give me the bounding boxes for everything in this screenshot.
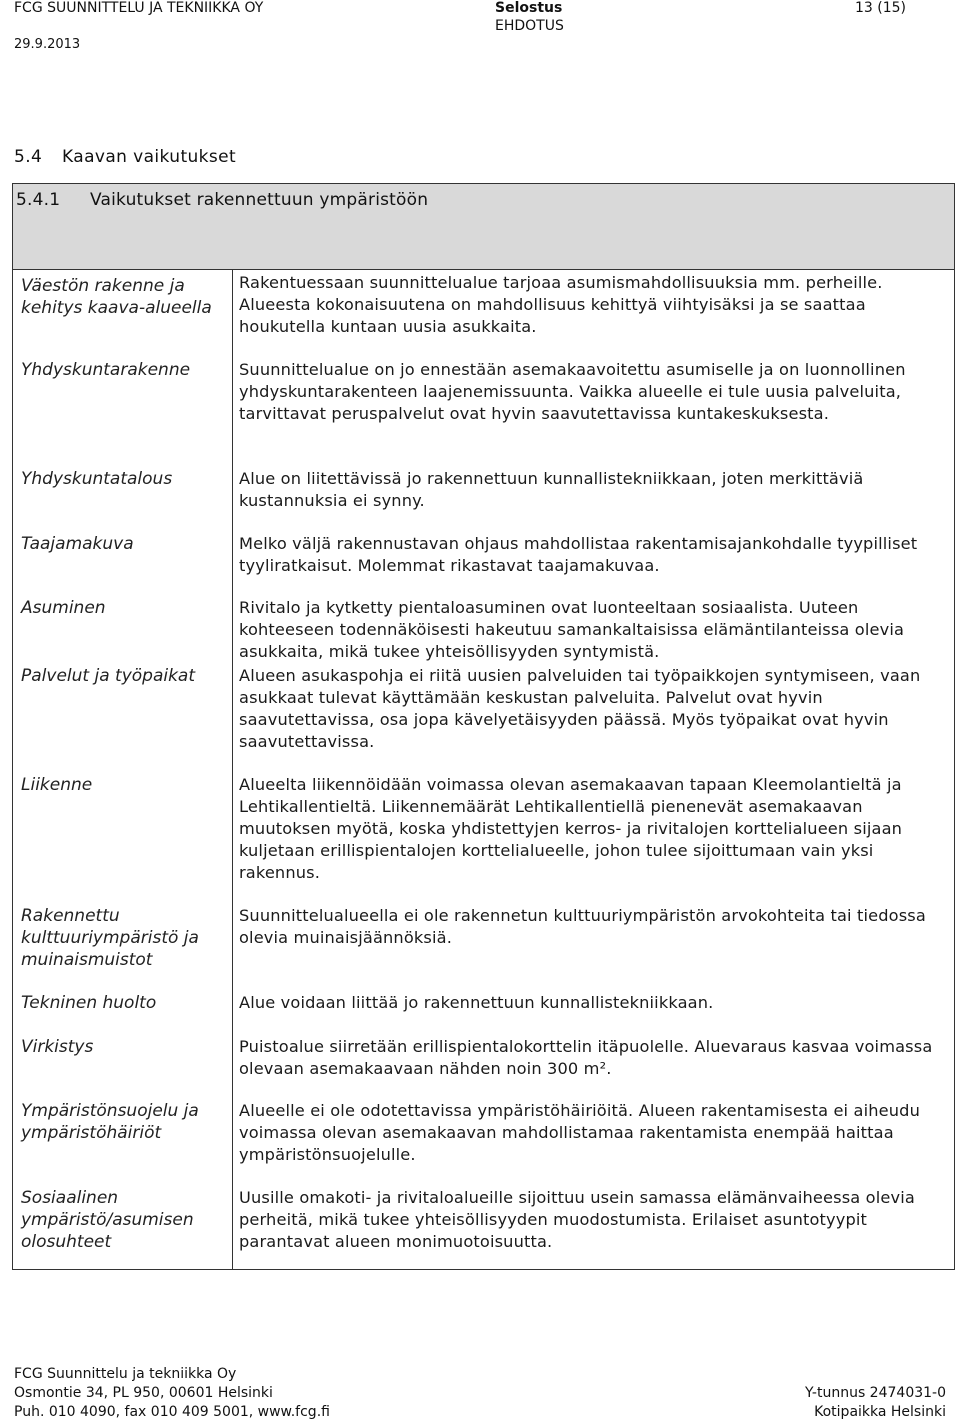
row-label: Ympäristönsuojelu ja ympäristöhäiriöt xyxy=(21,1101,199,1143)
table-header xyxy=(13,184,954,270)
row-label: Tekninen huolto xyxy=(21,993,157,1013)
footer-business-id: Y-tunnus 2474031-0 xyxy=(805,1385,946,1401)
header-page-number: 13 (15) xyxy=(855,0,907,16)
footer-domicile: Kotipaikka Helsinki xyxy=(814,1404,946,1420)
row-text: Alue voidaan liittää jo rakennettuun kunnallistekniikkaan. xyxy=(239,993,714,1012)
subsection-number: 5.4.1 xyxy=(16,190,61,210)
header-date: 29.9.2013 xyxy=(14,37,81,52)
row-label: Virkistys xyxy=(21,1037,94,1057)
subsection-title: Vaikutukset rakennettuun ympäristöön xyxy=(90,190,429,210)
footer-company: FCG Suunnittelu ja tekniikka Oy xyxy=(14,1366,237,1382)
header-status: EHDOTUS xyxy=(495,18,564,34)
row-text: Alueelle ei ole odotettavissa ympäristöhäiriöitä. Alueen rakentamisesta ei aiheudu voimassa olevan asemakaavan mahdollistamaa rakentamista enempää haittaa ympäristönsuojelulle. xyxy=(239,1101,920,1164)
subsection-heading xyxy=(16,190,428,210)
row-label: Yhdyskuntarakenne xyxy=(21,360,191,380)
row-text: Alue on liitettävissä jo rakennettuun kunnallistekniikkaan, joten merkittäviä kustannuksia ei synny. xyxy=(239,469,864,510)
row-text: Suunnittelualue on jo ennestään asemakaavoitettu asumiselle ja on luonnollinen yhdyskuntarakenteen laajenemissuunta. Vaikka alueelle ei tule uusia palveluita, tarvittavat peruspalvelut ovat hyvin saavutettavissa kuntakeskuksesta. xyxy=(239,360,906,423)
section-title: Kaavan vaikutukset xyxy=(62,147,237,167)
impacts-table xyxy=(12,183,955,1270)
footer-phone: Puh. 010 4090, fax 010 409 5001, www.fcg.fi xyxy=(14,1404,330,1420)
row-text: Melko väljä rakennustavan ohjaus mahdollistaa rakentamisajankohdalle tyypilliset tyyliratkaisut. Molemmat rikastavat taajamakuvaa. xyxy=(239,534,918,575)
header-company: FCG SUUNNITTELU JA TEKNIIKKA OY xyxy=(14,0,264,16)
section-heading xyxy=(14,147,236,167)
column-divider xyxy=(232,269,233,1270)
row-label: Asuminen xyxy=(21,598,106,618)
header-doc-type: Selostus xyxy=(495,0,563,16)
page-header xyxy=(0,0,960,60)
row-label: Liikenne xyxy=(21,775,93,795)
row-label: Palvelut ja työpaikat xyxy=(21,666,196,686)
row-text: Alueelta liikennöidään voimassa olevan asemakaavan tapaan Kleemolantieltä ja Lehtikallentieltä. Liikennemäärät Lehtikallentiellä pienenevät asemakaavan muutoksen myötä, koska yhdistettyjen kerros- ja rivitalojen korttelialueen sijaan kuljetaan erillispientalojen korttelialueelle, johon tulee sijoittumaan vain yksi rakennus. xyxy=(239,775,903,882)
row-text: Puistoalue siirretään erillispientalokorttelin itäpuolelle. Aluevaraus kasvaa voimassa olevaan asemakaavaan nähden noin 300 m². xyxy=(239,1037,933,1078)
row-label: Väestön rakenne ja kehitys kaava-alueella xyxy=(21,276,212,318)
footer-address: Osmontie 34, PL 950, 00601 Helsinki xyxy=(14,1385,273,1401)
row-text: Rivitalo ja kytketty pientaloasuminen ovat luonteeltaan sosiaalista. Uuteen kohteeseen todennäköisesti hakeutuu samankaltaisissa elämäntilanteissa olevia asukkaita, mikä tukee yhteisöllisyyden syntymistä. xyxy=(239,598,905,661)
row-text: Rakentuessaan suunnittelualue tarjoaa asumismahdollisuuksia mm. perheille. Alueesta kokonaisuutena on mahdollisuus kehittyä viihtyisäksi ja se saattaa houkutella kuntaan uusia asukkaita. xyxy=(239,273,883,336)
row-label: Rakennettu kulttuuriympäristö ja muinaismuistot xyxy=(21,906,199,970)
row-text: Alueen asukaspohja ei riitä uusien palveluiden tai työpaikkojen syntymiseen, vaan asukkaat tulevat käyttämään keskustan palveluita. Palvelut ovat hyvin saavutettavissa, osa jopa kävelyetäisyyden päässä. Myös työpaikat ovat hyvin saavutettavissa. xyxy=(239,666,921,751)
row-label: Yhdyskuntatalous xyxy=(21,469,173,489)
row-text: Suunnittelualueella ei ole rakennetun kulttuuriympäristön arvokohteita tai tiedossa olevia muinaisjäännöksiä. xyxy=(239,906,926,947)
section-number: 5.4 xyxy=(14,147,43,167)
row-text: Uusille omakoti- ja rivitaloalueille sijoittuu usein samassa elämänvaiheessa olevia perheitä, mikä tukee yhteisöllisyyden muodostumista. Erilaiset asuntotyypit parantavat alueen monimuotoisuutta. xyxy=(239,1188,915,1251)
row-label: Sosiaalinen ympäristö/asumisen olosuhteet xyxy=(21,1188,194,1252)
page-footer xyxy=(0,1360,960,1421)
row-label: Taajamakuva xyxy=(21,534,134,554)
